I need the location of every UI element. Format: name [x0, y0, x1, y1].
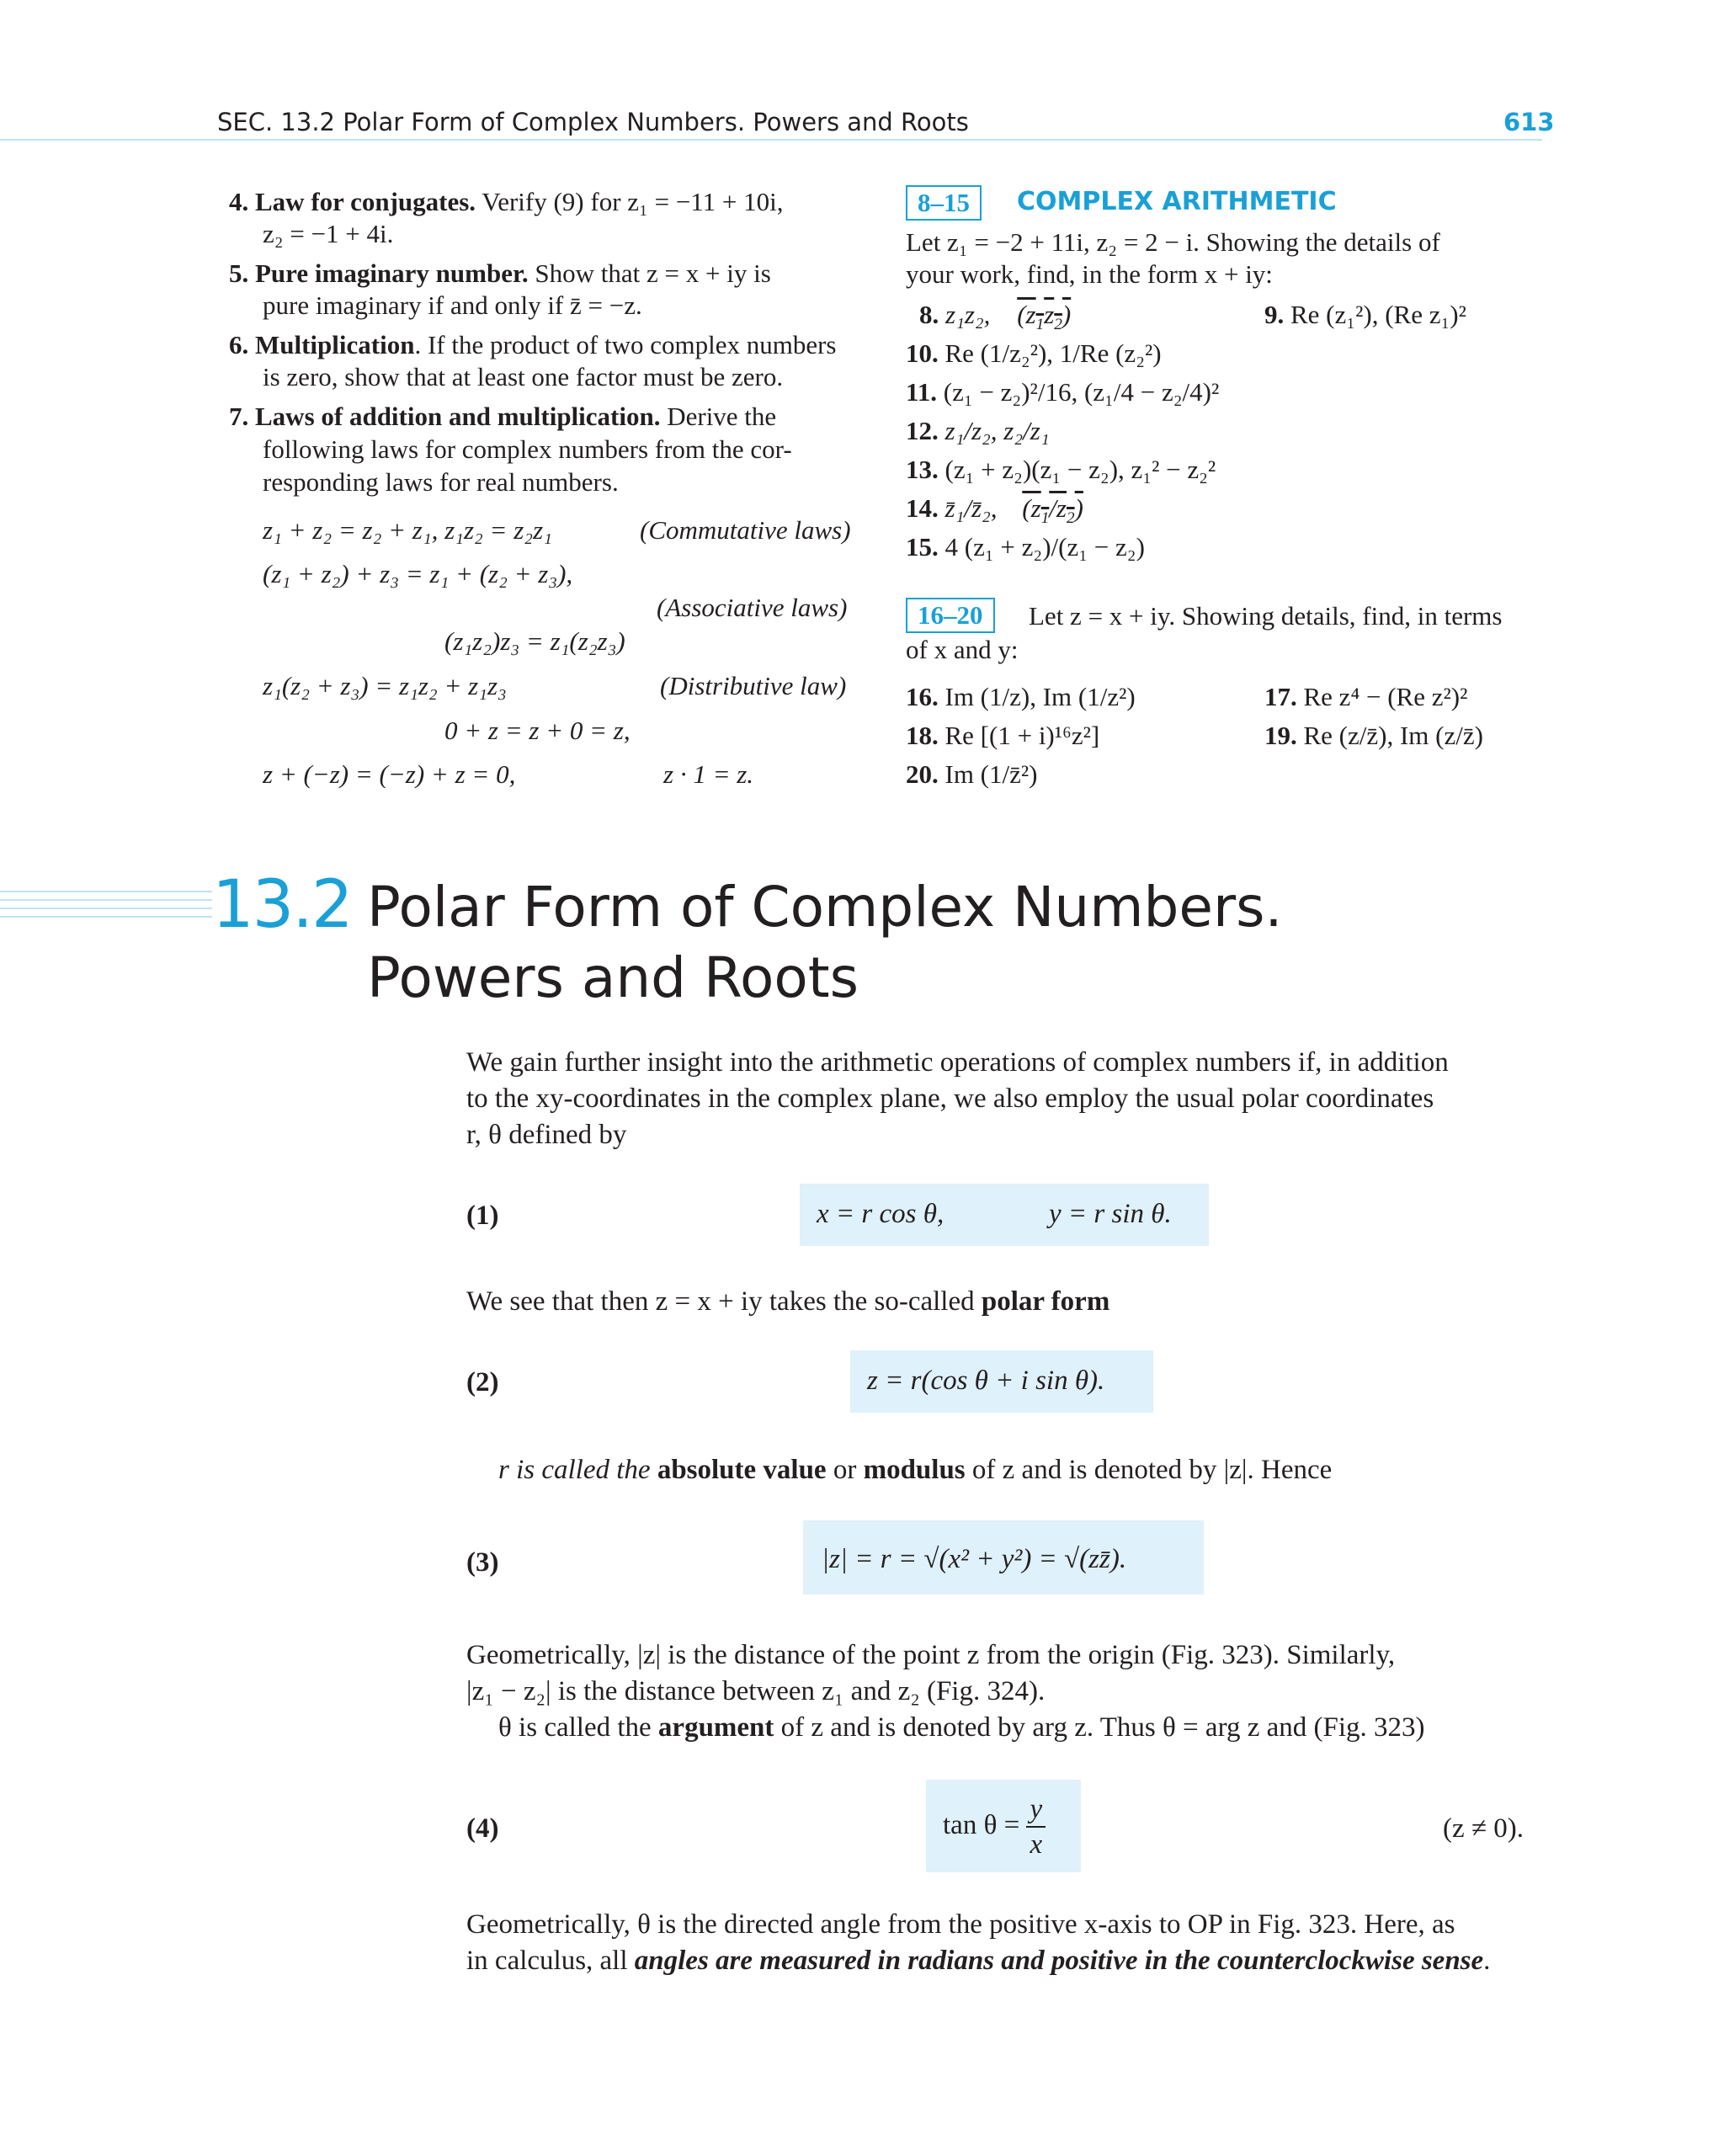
section-title-line-2: Powers and Roots: [367, 945, 859, 1010]
problem-expr: (z₁ + z₂)(z₁ − z₂), z₁² − z₂²: [944, 455, 1216, 484]
problem-12: [906, 414, 1050, 448]
problem-title: Laws of addition and multiplication.: [255, 402, 661, 431]
problem-expr: z₁/z₂, z₂/z₁: [944, 416, 1050, 445]
section-number: 13.2: [212, 867, 360, 943]
problem-15: [906, 530, 1145, 564]
term-polar-form: polar form: [981, 1286, 1110, 1317]
problem-text: . If the product of two complex numbers: [414, 330, 837, 359]
eq1-part-b: y = r sin θ.: [1049, 1199, 1172, 1229]
problem-title: Multiplication: [255, 330, 415, 359]
problem-number: 12.: [906, 416, 939, 445]
eq4-condition: (z ≠ 0).: [1443, 1813, 1524, 1844]
problem-number: 7.: [229, 402, 249, 431]
problem-number: 15.: [906, 532, 939, 562]
problem-expr: Im (1/z̄²): [944, 759, 1038, 789]
problem-8: [919, 298, 1071, 332]
para3-text: or: [833, 1455, 857, 1485]
problem-expr: z̄₁/z̄₂,: [944, 493, 998, 523]
para6-text: in calculus, all: [466, 1946, 628, 1976]
problem-5: [229, 257, 771, 290]
problem-number: 13.: [906, 455, 939, 484]
problem-expr: Re [(1 + i)¹⁶z²]: [944, 721, 1100, 750]
law-associative-2: (z₁z₂)z₃ = z₁(z₂z₃): [444, 626, 625, 656]
problem-number: 9.: [1264, 300, 1285, 329]
law-negative: z + (−z) = (−z) + z = 0,: [263, 759, 516, 789]
para5-text: θ is called the: [498, 1712, 652, 1743]
eq2-label: (2): [466, 1367, 499, 1397]
eq3-label: (3): [466, 1547, 499, 1578]
problem-number: 4.: [229, 187, 249, 216]
problem-number: 8.: [919, 300, 939, 329]
problem-number: 17.: [1264, 682, 1297, 711]
problem-expr: Re (1/z₂²), 1/Re (z₂²): [944, 338, 1162, 368]
eq2: z = r(cos θ + i sin θ).: [867, 1365, 1105, 1396]
problem-number: 10.: [906, 338, 939, 368]
law-distributive: z₁(z₂ + z₃) = z₁z₂ + z₁z₃: [263, 671, 507, 700]
law-commutative-label: (Commutative laws): [640, 515, 851, 545]
running-title: SEC. 13.2 Polar Form of Complex Numbers. Powers and Roots: [217, 108, 969, 136]
problem-7-cont: following laws for complex numbers from the cor-: [263, 434, 792, 464]
problem-19: [1264, 719, 1483, 753]
law-commutative: z₁ + z₂ = z₂ + z₁, z₁z₂ = z₂z₁: [263, 515, 552, 545]
para4-line2: |z₁ − z₂| is the distance between z₁ and z₂ (Fig. 324).: [466, 1676, 1046, 1706]
eq4-numerator: y: [1026, 1792, 1046, 1828]
eq4-lhs: tan θ =: [943, 1810, 1020, 1840]
intro-line-4: of x and y:: [906, 635, 1019, 664]
problem-18: [906, 719, 1099, 753]
para3-text: r is called the: [498, 1455, 651, 1485]
problem-7: [229, 400, 776, 434]
eq4-fraction: [1026, 1792, 1046, 1861]
eq3: |z| = r = √(x² + y²) = √(zz̄).: [822, 1544, 1127, 1574]
eq1-label: (1): [466, 1200, 499, 1231]
problem-range-box-8-15: 8–15: [906, 185, 982, 221]
para1-line2: to the xy-coordinates in the complex plane, we also employ the usual polar coordinates: [466, 1083, 1434, 1114]
problem-7-cont2: responding laws for real numbers.: [263, 467, 619, 497]
conjugate-product-expr: $(z_1z_2)$: [1017, 300, 1072, 334]
problem-14: [906, 492, 1083, 528]
problem-expr: z₁z₂,: [945, 300, 991, 329]
problem-text: Verify (9) for z₁ = −11 + 10i,: [482, 187, 784, 216]
para4-line1: Geometrically, |z| is the distance of the point z from the origin (Fig. 323). Similarly,: [466, 1640, 1396, 1670]
problem-17: [1264, 680, 1467, 714]
para2: [466, 1283, 1109, 1320]
problem-title: Pure imaginary number.: [255, 258, 529, 288]
page-number: 613: [1503, 108, 1555, 136]
term-absolute-value: absolute value: [657, 1455, 827, 1485]
para1-line3: r, θ defined by: [466, 1120, 627, 1150]
problem-expr: 4 (z₁ + z₂)/(z₁ − z₂): [944, 532, 1145, 562]
section-heading-complex-arithmetic: COMPLEX ARITHMETIC: [1017, 187, 1337, 216]
problem-expr: (z₁ − z₂)²/16, (z₁/4 − z₂/4)²: [943, 377, 1220, 407]
emphasis-angles-radians: angles are measured in radians and positive in the counterclockwise sense: [634, 1946, 1484, 1976]
problem-expr: Re (z/z̄), Im (z/z̄): [1303, 721, 1483, 750]
problem-text: Show that z = x + iy is: [535, 258, 771, 288]
problem-13: [906, 453, 1216, 487]
problem-expr: Re (z₁²), (Re z₁)²: [1290, 300, 1466, 329]
term-argument: argument: [657, 1712, 774, 1743]
law-zero: 0 + z = z + 0 = z,: [444, 716, 631, 745]
eq4-denominator: x: [1030, 1829, 1043, 1861]
para5: [498, 1709, 1425, 1746]
law-distributive-label: (Distributive law): [660, 671, 847, 700]
para6-line2: [466, 1942, 1490, 1979]
problem-text: Derive the: [667, 402, 777, 431]
problem-number: 11.: [906, 377, 938, 407]
para3: [498, 1451, 1332, 1488]
law-associative-label: (Associative laws): [657, 593, 848, 622]
eq4: [943, 1791, 1046, 1861]
problem-4: [229, 185, 784, 219]
intro-line-2: your work, find, in the form x + iy:: [906, 259, 1273, 289]
problem-number: 20.: [906, 759, 939, 789]
para2-text: We see that then z = x + iy takes the so-called: [466, 1286, 975, 1317]
eq4-label: (4): [466, 1813, 499, 1844]
para6-line1: Geometrically, θ is the directed angle from the positive x-axis to OP in Fig. 323. Here, as: [466, 1909, 1455, 1940]
problem-number: 18.: [906, 721, 939, 750]
problem-number: 5.: [229, 258, 249, 288]
problem-5-cont: pure imaginary if and only if z̄ = −z.: [263, 290, 642, 320]
problem-number: 6.: [229, 330, 249, 359]
intro-line-1: Let z₁ = −2 + 11i, z₂ = 2 − i. Showing the details of: [906, 227, 1440, 257]
problem-4-cont: z₂ = −1 + 4i.: [263, 219, 394, 248]
problem-range-box-16-20: 16–20: [906, 598, 995, 633]
eq1-part-a: x = r cos θ,: [817, 1199, 944, 1229]
problem-number: 14.: [906, 493, 939, 523]
problem-16: [906, 680, 1136, 714]
conjugate-quotient-expr: $(z_1/z_2)$: [1022, 493, 1083, 528]
problem-number: 16.: [906, 682, 939, 711]
section-title-line-1: Polar Form of Complex Numbers.: [367, 875, 1283, 940]
para6-text: .: [1483, 1946, 1491, 1976]
law-identity: z · 1 = z.: [663, 759, 754, 789]
problem-expr: Im (1/z), Im (1/z²): [944, 682, 1136, 711]
problem-6: [229, 328, 837, 362]
para5-text: of z and is denoted by arg z. Thus θ = arg z and (Fig. 323): [780, 1712, 1425, 1743]
header-rule: [0, 139, 1542, 141]
problem-title: Law for conjugates.: [255, 187, 476, 216]
problem-11: [906, 375, 1219, 409]
problem-number: 19.: [1264, 721, 1297, 750]
problem-10: [906, 337, 1162, 370]
para3-text: of z and is denoted by |z|. Hence: [971, 1455, 1333, 1485]
law-associative: (z₁ + z₂) + z₃ = z₁ + (z₂ + z₃),: [263, 559, 573, 588]
para1-line1: We gain further insight into the arithmetic operations of complex numbers if, in addition: [466, 1047, 1449, 1078]
problem-9: [1264, 298, 1466, 332]
problem-20: [906, 758, 1038, 791]
problem-6-cont: is zero, show that at least one factor must be zero.: [263, 362, 784, 391]
problem-expr: Re z⁴ − (Re z²)²: [1303, 682, 1468, 711]
term-modulus: modulus: [863, 1455, 966, 1485]
intro-line-3: Let z = x + iy. Showing details, find, in terms: [1029, 601, 1503, 631]
